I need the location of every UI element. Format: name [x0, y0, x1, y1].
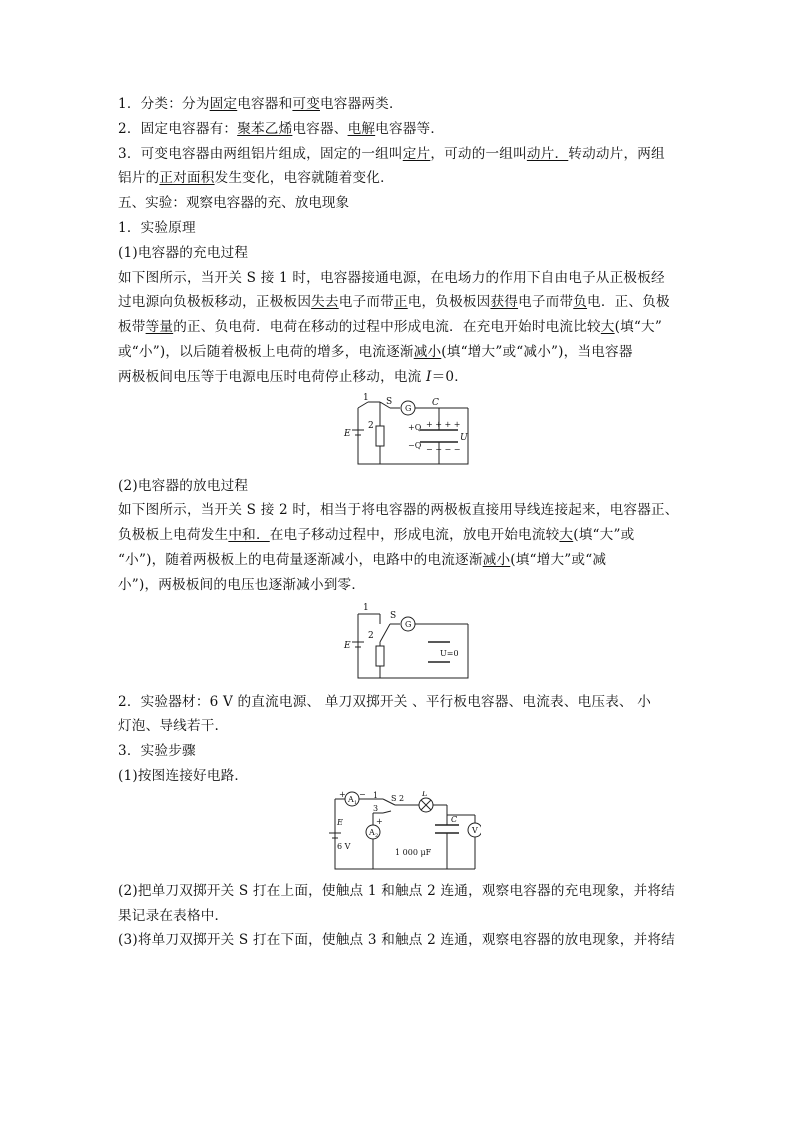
text: 2．固定电容器有：: [118, 120, 238, 137]
text: ，可动的一组叫: [430, 145, 527, 162]
text: 负极板上电荷发生: [118, 527, 229, 544]
document-page: [118, 92, 688, 953]
text: 电容器等．: [375, 120, 445, 137]
blank-answer: 正对面积: [159, 170, 215, 187]
contact-label: 1: [363, 392, 369, 403]
voltage-label: 6 V: [337, 841, 351, 851]
blank-answer: 固定: [209, 96, 238, 112]
blank-answer: 可变: [292, 96, 320, 112]
text: ＝0．: [431, 368, 468, 385]
contact-label: 1: [363, 602, 369, 613]
para-variable-capacitor: [118, 142, 688, 167]
discharge-text: [118, 548, 688, 573]
text: 过电源向负极板移动，正极板因: [118, 294, 312, 311]
ammeter-label: A: [369, 827, 375, 837]
switch-label: S: [390, 610, 397, 621]
text: 3．可变电容器由两组铝片组成，固定的一组叫: [118, 145, 403, 162]
para-classification: [118, 92, 688, 117]
polarity-label: +: [376, 816, 383, 826]
text: 两极板间电压等于电源电压时电荷停止移动，电流: [118, 368, 426, 385]
switch-label: S: [391, 793, 397, 803]
emf-label: E: [344, 640, 351, 651]
equipment-text: 灯泡、导线若干.: [118, 718, 220, 735]
step-2: (2)把单刀双掷开关 S 打在上面，使触点 1 和触点 2 连通，观察电容器的充电现象，并将结: [118, 882, 675, 899]
polarity-label: −: [359, 790, 366, 799]
para-fixed-capacitors: [118, 117, 688, 142]
switch-label: S: [386, 396, 393, 407]
resistor: [376, 646, 384, 666]
text: 转动动片，两组: [568, 145, 665, 162]
text: 1．分类：分为: [118, 96, 210, 112]
minus-signs: − − − −: [426, 444, 461, 454]
text: 电，负极板因: [407, 294, 491, 311]
blank-answer: 等量: [145, 319, 174, 336]
blank-answer: 获得: [490, 294, 519, 311]
charge-text: [118, 340, 688, 365]
text: 的正、负电荷．电荷在移动的过程中形成电流．在充电开始时电流比较: [173, 319, 601, 336]
wire: [335, 799, 391, 869]
text: 电．正、负极: [587, 294, 670, 311]
text: 或“小”)，以后随着极板上电荷的增多，电流逐渐: [118, 343, 414, 360]
blank-answer: 大: [559, 527, 574, 544]
ammeter-label: A: [348, 794, 354, 804]
charge-text: [118, 290, 688, 315]
charge-text: [118, 266, 688, 291]
text: (填“增大”或“减: [510, 551, 607, 568]
blank-answer: 定片: [402, 145, 431, 162]
charging-circuit-diagram: [328, 392, 478, 470]
text: 电子而带: [338, 294, 394, 311]
equipment-text: 2．实验器材：6 V 的直流电源、 单刀双掷开关 、平行板电容器、电流表、电压表、 小: [118, 693, 652, 710]
charge-text: [118, 365, 688, 390]
capacitor-label: C: [451, 814, 458, 824]
text: (填“增大”或“减小”)，当电容器: [441, 343, 633, 360]
contact-label: 1: [373, 790, 379, 800]
current-symbol: I: [425, 368, 432, 385]
para-variable-capacitor-cont: [118, 166, 688, 191]
ammeter-subscript: 1: [354, 799, 358, 806]
galvanometer-label: G: [405, 619, 412, 629]
step-3: (3)将单刀双掷开关 S 打在下面，使触点 3 和触点 2 连通，观察电容器的放电现象，并将结: [118, 932, 675, 949]
blank-answer: 电解: [347, 120, 376, 137]
discharge-title: (2)电容器的放电过程: [118, 477, 249, 494]
charge-text: [118, 315, 688, 340]
text: 如下图所示，当开关 S 接 1 时，电容器接通电源，在电场力的作用下自由电子从正极板经: [118, 269, 665, 286]
charge-label: −Q: [408, 440, 422, 450]
charge-label: +Q: [408, 422, 422, 432]
blank-answer: 负: [573, 294, 588, 311]
section-heading: 五、实验：观察电容器的充、放电现象: [118, 195, 350, 212]
lamp-label: L: [422, 790, 428, 798]
wire: [383, 811, 391, 813]
step-2-cont: 果记录在表格中．: [118, 907, 229, 924]
emf-label: E: [344, 428, 351, 439]
discharge-text: 小”)，两极板间的电压也逐渐减小到零．: [118, 576, 366, 593]
emf-label: E: [337, 817, 343, 827]
text: 板带: [118, 319, 146, 336]
blank-answer: 减小: [482, 551, 511, 568]
blank-answer: 动片．: [526, 145, 569, 162]
contact-label: 2: [368, 420, 374, 431]
discharge-text: [118, 498, 688, 523]
blank-answer: 减小: [413, 343, 442, 360]
plus-signs: + + + +: [426, 419, 461, 429]
capacitor-label: C: [432, 397, 439, 408]
text: 发生变化，电容就随着变化．: [214, 170, 394, 187]
capacitance-label: 1 000 μF: [395, 847, 432, 857]
blank-answer: 失去: [311, 294, 339, 311]
blank-answer: 正: [393, 294, 408, 311]
text: 如下图所示，当开关 S 接 2 时，相当于将电容器的两极板直接用导线连接起来，电容器正、: [118, 502, 679, 519]
contact-label: 2: [368, 630, 374, 641]
wire: [358, 408, 468, 464]
resistor: [376, 426, 384, 446]
subsection-heading: 1．实验原理: [118, 219, 196, 236]
contact-label: 2: [399, 793, 405, 803]
text: (填“大”或: [573, 527, 635, 544]
voltage-label: U=0: [440, 648, 459, 658]
discharging-circuit-diagram: [328, 602, 478, 684]
ammeter-subscript: 2: [375, 832, 379, 839]
text: 电子而带: [518, 294, 574, 311]
polarity-label: +: [339, 790, 346, 799]
text: 电容器和: [237, 96, 293, 112]
blank-answer: 中和．: [228, 527, 270, 544]
contact-label: 3: [373, 803, 379, 813]
steps-heading: 3．实验步骤: [118, 743, 196, 760]
voltage-label: U: [460, 432, 468, 443]
charge-title: (1)电容器的充电过程: [118, 244, 249, 261]
text: “小”)，随着两极板上的电荷量逐渐减小，电路中的电流逐渐: [118, 551, 483, 568]
switch-blade: [380, 624, 390, 642]
text: (填“大”: [614, 319, 662, 336]
discharge-text: [118, 523, 688, 548]
text: 在电子移动过程中，形成电流，放电开始电流较: [269, 527, 560, 544]
step-1: (1)按图连接好电路．: [118, 767, 249, 784]
text: 电容器两类．: [320, 96, 403, 112]
blank-answer: 大: [600, 319, 615, 336]
text: 铝片的: [118, 170, 160, 187]
galvanometer-label: G: [405, 403, 412, 413]
text: 电容器、: [292, 120, 348, 137]
experiment-circuit-diagram: [325, 791, 481, 875]
voltmeter-label: V: [472, 825, 478, 835]
blank-answer: 聚苯乙烯: [237, 120, 293, 137]
